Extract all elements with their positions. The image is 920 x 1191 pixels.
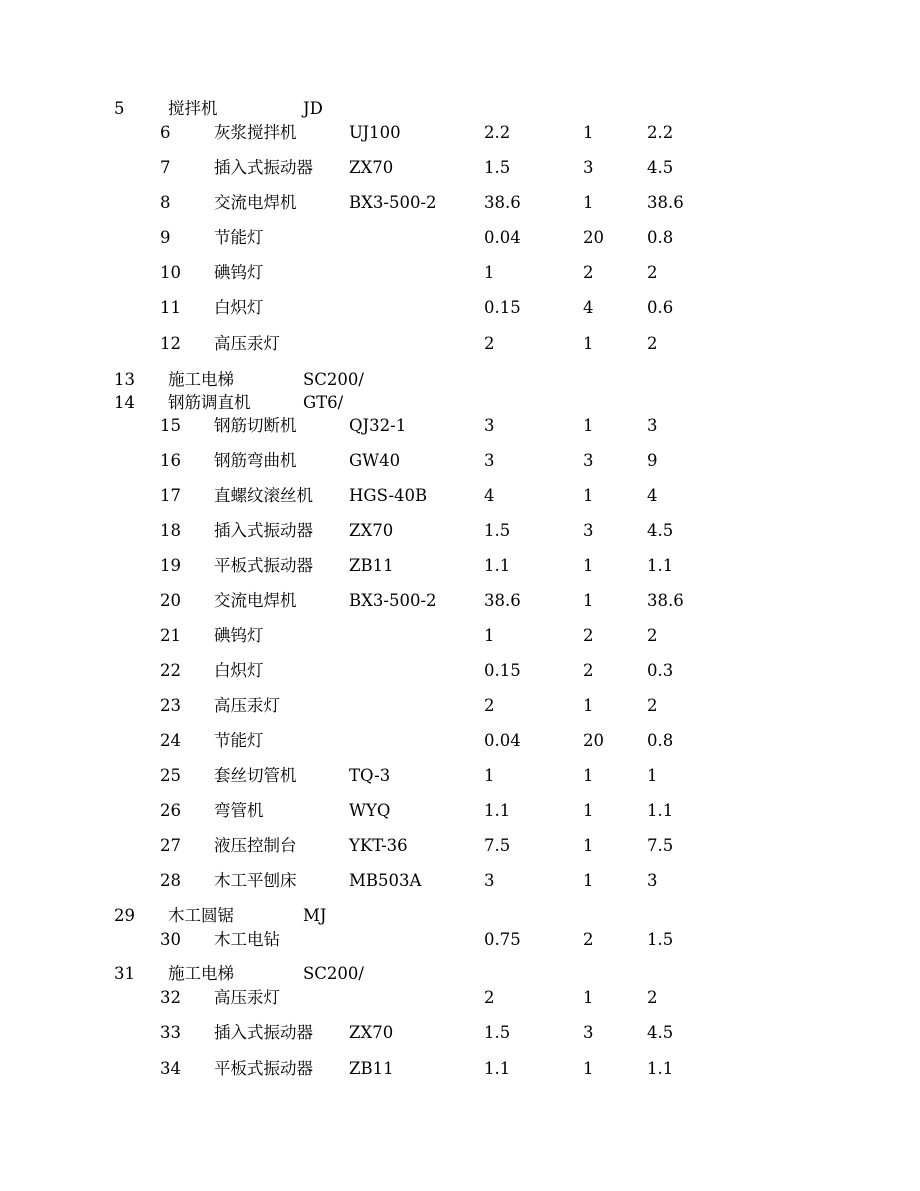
rated-power: 1.1: [484, 1059, 511, 1078]
equipment-row: [0, 449, 920, 473]
item-number: 33: [160, 1023, 181, 1042]
quantity: 2: [583, 263, 594, 282]
total-power: 1: [647, 766, 658, 785]
equipment-name: 高压汞灯: [214, 334, 280, 353]
equipment-model: ZB11: [349, 556, 394, 575]
group-heading-row: [0, 391, 920, 415]
quantity: 3: [583, 158, 594, 177]
equipment-name: 平板式振动器: [214, 556, 313, 575]
quantity: 1: [583, 871, 594, 890]
equipment-name: 钢筋弯曲机: [214, 451, 297, 470]
item-number: 29: [114, 906, 135, 925]
group-heading-row: [0, 962, 920, 986]
equipment-model: SC200/: [303, 964, 364, 983]
equipment-row: [0, 659, 920, 683]
quantity: 3: [583, 1023, 594, 1042]
equipment-model: QJ32-1: [349, 416, 407, 435]
rated-power: 3: [484, 451, 495, 470]
rated-power: 2: [484, 696, 495, 715]
equipment-name: 交流电焊机: [214, 193, 297, 212]
equipment-name: 木工电钻: [214, 930, 280, 949]
equipment-name: 碘钨灯: [214, 263, 264, 282]
item-number: 30: [160, 930, 181, 949]
total-power: 1.1: [647, 1059, 674, 1078]
quantity: 2: [583, 626, 594, 645]
equipment-row: [0, 764, 920, 788]
equipment-name: 灰浆搅拌机: [214, 123, 297, 142]
quantity: 2: [583, 661, 594, 680]
equipment-name: 弯管机: [214, 801, 264, 820]
quantity: 20: [583, 731, 604, 750]
group-heading-row: [0, 368, 920, 392]
quantity: 1: [583, 416, 594, 435]
equipment-row: [0, 1057, 920, 1081]
item-number: 9: [160, 228, 171, 247]
total-power: 2: [647, 334, 658, 353]
quantity: 3: [583, 451, 594, 470]
rated-power: 1: [484, 626, 495, 645]
equipment-row: [0, 986, 920, 1010]
rated-power: 1.1: [484, 801, 511, 820]
equipment-row: [0, 296, 920, 320]
equipment-name: 插入式振动器: [214, 1023, 313, 1042]
item-number: 32: [160, 988, 181, 1007]
equipment-name: 白炽灯: [214, 298, 264, 317]
equipment-model: BX3-500-2: [349, 193, 437, 212]
quantity: 1: [583, 836, 594, 855]
item-number: 28: [160, 871, 181, 890]
rated-power: 1.1: [484, 556, 511, 575]
item-number: 17: [160, 486, 181, 505]
item-number: 18: [160, 521, 181, 540]
equipment-model: SC200/: [303, 370, 364, 389]
total-power: 2: [647, 626, 658, 645]
total-power: 2.2: [647, 123, 674, 142]
item-number: 21: [160, 626, 181, 645]
rated-power: 3: [484, 871, 495, 890]
rated-power: 1: [484, 263, 495, 282]
total-power: 4: [647, 486, 658, 505]
equipment-model: ZX70: [349, 158, 394, 177]
quantity: 1: [583, 1059, 594, 1078]
equipment-row: [0, 729, 920, 753]
quantity: 1: [583, 988, 594, 1007]
rated-power: 0.04: [484, 731, 521, 750]
group-heading-row: [0, 904, 920, 928]
rated-power: 1: [484, 766, 495, 785]
item-number: 8: [160, 193, 171, 212]
equipment-name: 碘钨灯: [214, 626, 264, 645]
quantity: 1: [583, 766, 594, 785]
equipment-model: WYQ: [349, 801, 391, 820]
total-power: 0.6: [647, 298, 674, 317]
total-power: 2: [647, 988, 658, 1007]
total-power: 38.6: [647, 193, 684, 212]
equipment-row: [0, 799, 920, 823]
equipment-model: BX3-500-2: [349, 591, 437, 610]
equipment-model: ZX70: [349, 1023, 394, 1042]
equipment-model: GW40: [349, 451, 401, 470]
item-number: 6: [160, 123, 171, 142]
total-power: 2: [647, 263, 658, 282]
total-power: 4.5: [647, 158, 674, 177]
item-number: 34: [160, 1059, 181, 1078]
equipment-row: [0, 414, 920, 438]
rated-power: 2.2: [484, 123, 511, 142]
equipment-name: 交流电焊机: [214, 591, 297, 610]
quantity: 1: [583, 193, 594, 212]
rated-power: 0.75: [484, 930, 521, 949]
equipment-row: [0, 589, 920, 613]
equipment-name: 插入式振动器: [214, 521, 313, 540]
equipment-name: 节能灯: [214, 731, 264, 750]
total-power: 0.8: [647, 228, 674, 247]
rated-power: 4: [484, 486, 495, 505]
equipment-name: 节能灯: [214, 228, 264, 247]
rated-power: 0.15: [484, 661, 521, 680]
rated-power: 0.04: [484, 228, 521, 247]
rated-power: 1.5: [484, 521, 511, 540]
equipment-model: GT6/: [303, 393, 344, 412]
item-number: 13: [114, 370, 135, 389]
equipment-name: 搅拌机: [168, 99, 218, 118]
item-number: 14: [114, 393, 135, 412]
quantity: 1: [583, 486, 594, 505]
rated-power: 38.6: [484, 193, 521, 212]
equipment-row: [0, 928, 920, 952]
item-number: 31: [114, 964, 135, 983]
equipment-row: [0, 484, 920, 508]
rated-power: 2: [484, 334, 495, 353]
quantity: 1: [583, 556, 594, 575]
equipment-row: [0, 554, 920, 578]
item-number: 22: [160, 661, 181, 680]
equipment-model: TQ-3: [349, 766, 391, 785]
equipment-model: YKT-36: [349, 836, 408, 855]
total-power: 1.5: [647, 930, 674, 949]
item-number: 23: [160, 696, 181, 715]
equipment-row: [0, 519, 920, 543]
rated-power: 2: [484, 988, 495, 1007]
group-heading-row: [0, 97, 920, 121]
quantity: 1: [583, 696, 594, 715]
equipment-name: 平板式振动器: [214, 1059, 313, 1078]
equipment-name: 钢筋切断机: [214, 416, 297, 435]
total-power: 1.1: [647, 801, 674, 820]
quantity: 1: [583, 123, 594, 142]
item-number: 19: [160, 556, 181, 575]
item-number: 5: [114, 99, 125, 118]
rated-power: 38.6: [484, 591, 521, 610]
equipment-row: [0, 834, 920, 858]
equipment-name: 施工电梯: [168, 964, 234, 983]
equipment-row: [0, 121, 920, 145]
equipment-name: 液压控制台: [214, 836, 297, 855]
quantity: 3: [583, 521, 594, 540]
equipment-name: 直螺纹滚丝机: [214, 486, 313, 505]
equipment-row: [0, 226, 920, 250]
equipment-row: [0, 624, 920, 648]
equipment-name: 套丝切管机: [214, 766, 297, 785]
total-power: 0.3: [647, 661, 674, 680]
item-number: 10: [160, 263, 181, 282]
equipment-model: HGS-40B: [349, 486, 428, 505]
total-power: 3: [647, 871, 658, 890]
equipment-model: JD: [303, 99, 323, 118]
equipment-row: [0, 869, 920, 893]
total-power: 1.1: [647, 556, 674, 575]
rated-power: 0.15: [484, 298, 521, 317]
equipment-model: MJ: [303, 906, 327, 925]
total-power: 9: [647, 451, 658, 470]
equipment-name: 高压汞灯: [214, 696, 280, 715]
item-number: 11: [160, 298, 181, 317]
total-power: 4.5: [647, 1023, 674, 1042]
equipment-row: [0, 191, 920, 215]
rated-power: 3: [484, 416, 495, 435]
quantity: 1: [583, 591, 594, 610]
item-number: 27: [160, 836, 181, 855]
equipment-name: 钢筋调直机: [168, 393, 251, 412]
item-number: 26: [160, 801, 181, 820]
rated-power: 7.5: [484, 836, 511, 855]
total-power: 38.6: [647, 591, 684, 610]
quantity: 2: [583, 930, 594, 949]
quantity: 1: [583, 801, 594, 820]
item-number: 7: [160, 158, 171, 177]
rated-power: 1.5: [484, 158, 511, 177]
item-number: 25: [160, 766, 181, 785]
equipment-name: 插入式振动器: [214, 158, 313, 177]
equipment-model: UJ100: [349, 123, 401, 142]
item-number: 24: [160, 731, 181, 750]
quantity: 4: [583, 298, 594, 317]
equipment-model: ZB11: [349, 1059, 394, 1078]
total-power: 2: [647, 696, 658, 715]
quantity: 20: [583, 228, 604, 247]
equipment-model: ZX70: [349, 521, 394, 540]
equipment-row: [0, 1021, 920, 1045]
equipment-name: 施工电梯: [168, 370, 234, 389]
item-number: 12: [160, 334, 181, 353]
total-power: 7.5: [647, 836, 674, 855]
total-power: 4.5: [647, 521, 674, 540]
equipment-row: [0, 156, 920, 180]
quantity: 1: [583, 334, 594, 353]
item-number: 16: [160, 451, 181, 470]
equipment-name: 白炽灯: [214, 661, 264, 680]
item-number: 15: [160, 416, 181, 435]
equipment-row: [0, 694, 920, 718]
item-number: 20: [160, 591, 181, 610]
rated-power: 1.5: [484, 1023, 511, 1042]
total-power: 0.8: [647, 731, 674, 750]
equipment-name: 木工平刨床: [214, 871, 297, 890]
equipment-name: 木工圆锯: [168, 906, 234, 925]
equipment-row: [0, 261, 920, 285]
equipment-model: MB503A: [349, 871, 422, 890]
equipment-name: 高压汞灯: [214, 988, 280, 1007]
total-power: 3: [647, 416, 658, 435]
equipment-row: [0, 332, 920, 356]
